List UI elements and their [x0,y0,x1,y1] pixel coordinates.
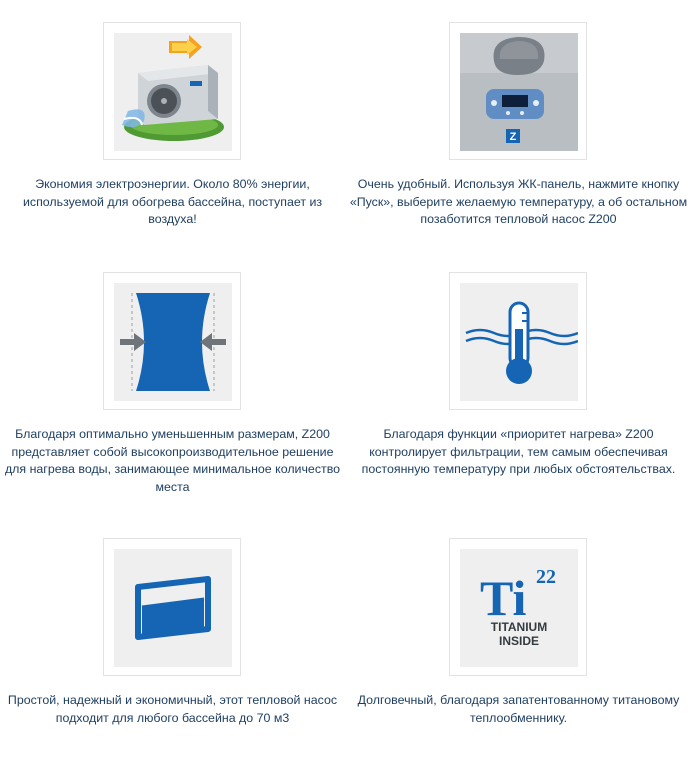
compact-size-icon [114,283,232,401]
pool-icon [114,549,232,667]
titanium-number: 22 [536,566,556,588]
feature-caption: Благодаря оптимально уменьшенным размерам, Z200 представляет собой высокопроизводительное решение для нагрева воды, занимающее минимальное количество места [4,427,341,494]
feature-image-frame [449,22,587,160]
heat-pump-unit-icon [114,33,232,151]
feature-image-frame [449,272,587,410]
feature-image-frame [103,22,241,160]
titanium-icon [460,549,578,667]
feature-caption: Благодаря функции «приоритет нагрева» Z200 контролирует фильтрации, тем самым обеспечивая постоянную температуру при любых обстоятельствах. [361,427,676,476]
feature-caption: Простой, надежный и экономичный, этот тепловой насос подходит для любого бассейна до 70 м3 [7,693,338,725]
titanium-line2: INSIDE [498,634,540,648]
feature-image-frame [103,272,241,410]
feature-caption: Долговечный, благодаря запатентованному титановому теплообменнику. [357,693,680,725]
thermometer-icon [460,283,578,401]
feature-image-frame [449,538,587,676]
feature-caption: Очень удобный. Используя ЖК-панель, нажмите кнопку «Пуск», выберите желаемую температуру, а об остальном позаботится тепловой насос Z200 [349,177,688,226]
control-panel-icon [460,33,578,151]
feature-caption: Экономия электроэнергии. Около 80% энергии, используемой для обогрева бассейна, поступает из воздуха! [22,177,323,226]
titanium-symbol: Ti [480,570,527,626]
titanium-line1: TITANIUM [490,620,548,634]
svg-text:Z: Z [509,131,517,143]
feature-image-frame [103,538,241,676]
